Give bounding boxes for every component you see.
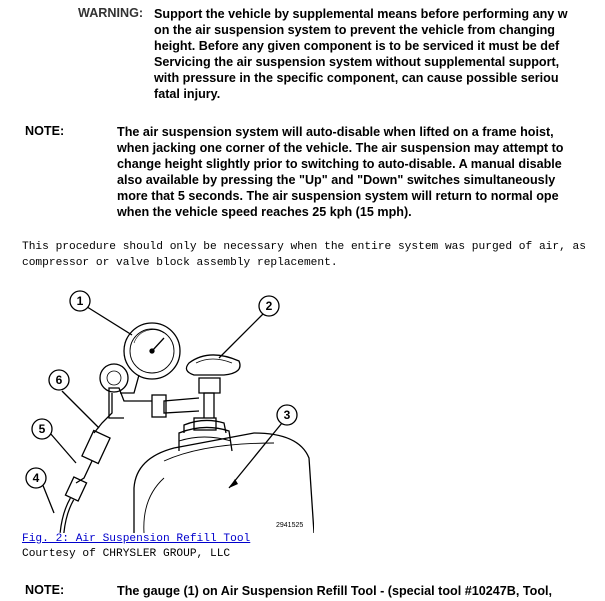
note-text <box>117 124 563 221</box>
warning-label: WARNING: <box>78 6 144 20</box>
paragraph-line: compressor or valve block assembly replacement. <box>22 257 338 269</box>
callout-5-label: 5 <box>38 422 46 436</box>
figure-courtesy: Courtesy of CHRYSLER GROUP, LLC <box>22 548 231 560</box>
note-label: NOTE: <box>25 124 65 138</box>
callout-5 <box>32 419 52 439</box>
note-line: more that 5 seconds. The air suspension system will return to normal ope <box>117 189 559 204</box>
callout-4-label: 4 <box>32 471 40 485</box>
warning-line: fatal injury. <box>154 87 221 102</box>
procedure-paragraph <box>22 239 586 271</box>
note-line: The air suspension system will auto-disable when lifted on a frame hoist, <box>117 125 554 139</box>
note-line: change height slightly prior to switching to auto-disable. A manual disable <box>117 157 562 172</box>
callout-3 <box>277 405 297 425</box>
note-label-2: NOTE: <box>25 583 65 597</box>
note-line: The gauge (1) on Air Suspension Refill Tool - (special tool #10247B, Tool, <box>117 584 553 598</box>
warning-line: on the air suspension system to prevent the vehicle from changing <box>154 23 555 38</box>
callout-1 <box>70 291 90 311</box>
warning-line: Servicing the air suspension system without supplemental support, <box>154 55 560 70</box>
callout-1-label: 1 <box>76 294 84 308</box>
callout-6-label: 6 <box>55 373 63 387</box>
callout-4 <box>26 468 46 488</box>
callout-2-label: 2 <box>265 299 273 313</box>
callout-6 <box>49 370 69 390</box>
warning-line: Support the vehicle by supplemental means before performing any w <box>154 7 568 21</box>
callout-2 <box>259 296 279 316</box>
warning-line: height. Before any given component is to be serviced it must be def <box>154 39 560 54</box>
warning-line: with pressure in the specific component, can cause possible seriou <box>154 71 559 86</box>
note-text-2 <box>117 583 552 599</box>
callout-3-label: 3 <box>283 408 291 422</box>
note-line: when jacking one corner of the vehicle. The air suspension may attempt to <box>117 141 564 156</box>
figure-caption-link[interactable]: Fig. 2: Air Suspension Refill Tool <box>22 533 251 545</box>
figure-number: 2941525 <box>276 522 304 529</box>
note-line: when the vehicle speed reaches 25 kph (15 mph). <box>117 205 412 220</box>
note-line: also available by pressing the "Up" and "Down" switches simultaneously <box>117 173 556 188</box>
refill-tool-illustration <box>14 283 314 533</box>
warning-text <box>154 6 568 103</box>
paragraph-line: This procedure should only be necessary when the entire system was purged of air, as <box>22 241 586 253</box>
